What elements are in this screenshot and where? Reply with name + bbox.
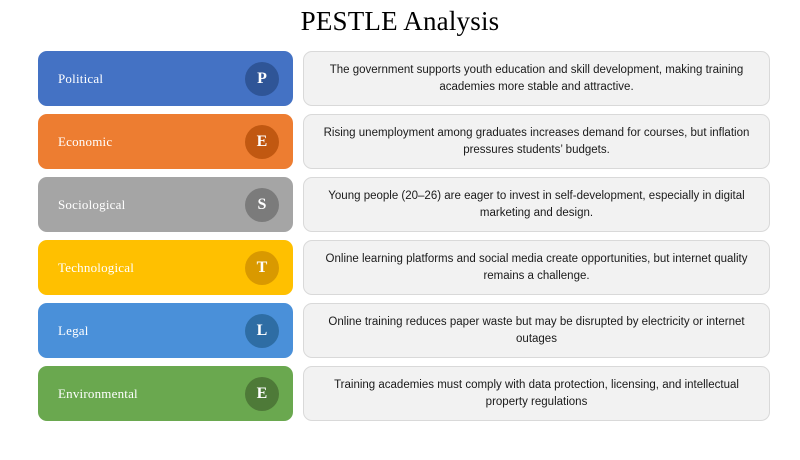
description-box-environmental xyxy=(303,366,770,421)
description-box-economic xyxy=(303,114,770,169)
pestle-row-sociological xyxy=(38,177,770,232)
pestle-row-environmental xyxy=(38,366,770,421)
badge-technological: T xyxy=(245,251,279,285)
pestle-row-legal xyxy=(38,303,770,358)
description-text-economic: Rising unemployment among graduates increases demand for courses, but inflation pressures students’ budgets. xyxy=(323,126,750,156)
label-box-political[interactable] xyxy=(38,51,293,106)
description-text-political: The government supports youth education and skill development, making training academies more stable and attractive. xyxy=(329,63,744,93)
badge-economic: E xyxy=(245,125,279,159)
description-box-technological xyxy=(303,240,770,295)
pestle-row-political xyxy=(38,51,770,106)
label-text-legal: Legal xyxy=(58,322,89,338)
label-box-economic[interactable] xyxy=(38,114,293,169)
label-box-sociological[interactable] xyxy=(38,177,293,232)
description-box-sociological xyxy=(303,177,770,232)
badge-legal: L xyxy=(245,314,279,348)
badge-sociological: S xyxy=(245,188,279,222)
label-text-technological: Technological xyxy=(58,259,135,275)
pestle-rows xyxy=(0,51,800,421)
pestle-row-technological xyxy=(38,240,770,295)
label-text-political: Political xyxy=(58,70,104,86)
label-text-economic: Economic xyxy=(58,133,113,149)
label-box-legal[interactable] xyxy=(38,303,293,358)
description-text-technological: Online learning platforms and social media create opportunities, but internet quality remains a challenge. xyxy=(325,252,748,282)
description-text-sociological: Young people (20–26) are eager to invest in self-development, especially in digital marketing and design. xyxy=(328,189,745,219)
label-text-environmental: Environmental xyxy=(58,385,138,401)
badge-environmental: E xyxy=(245,377,279,411)
label-box-environmental[interactable] xyxy=(38,366,293,421)
badge-political: P xyxy=(245,62,279,96)
label-box-technological[interactable] xyxy=(38,240,293,295)
description-text-environmental: Training academies must comply with data protection, licensing, and intellectual property regulations xyxy=(334,378,739,408)
label-text-sociological: Sociological xyxy=(58,196,126,212)
description-box-legal xyxy=(303,303,770,358)
page-title: PESTLE Analysis xyxy=(300,6,500,36)
pestle-row-economic xyxy=(38,114,770,169)
description-text-legal: Online training reduces paper waste but may be disrupted by electricity or internet outages xyxy=(328,315,745,345)
description-box-political xyxy=(303,51,770,106)
